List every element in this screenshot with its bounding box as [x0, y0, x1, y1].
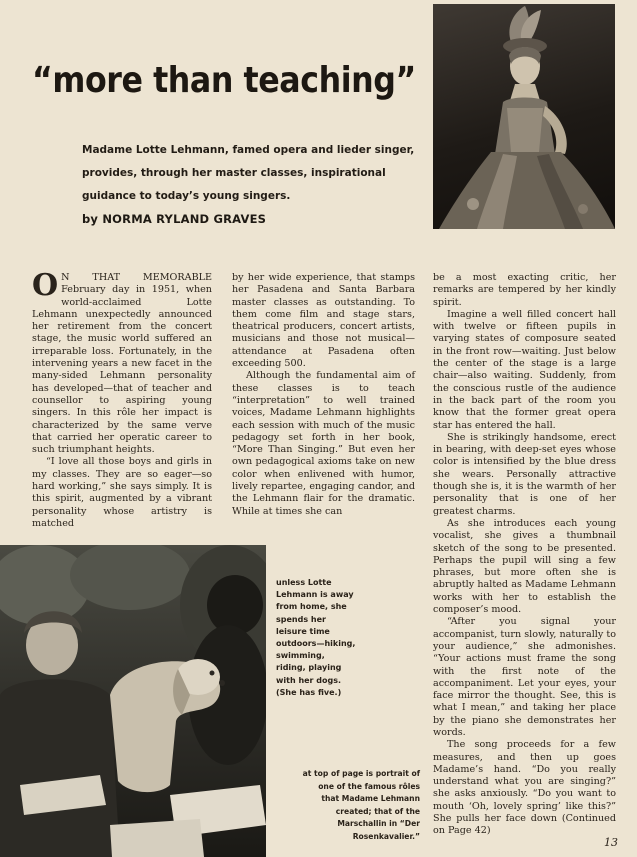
portrait-caption: at top of page is portrait of one of the famous rôles that Madame Lehmann created; that of the Marschallin in “Der Rosenkavalier.”	[302, 769, 420, 841]
body-column-1	[32, 268, 212, 530]
article-subtitle: Madame Lotte Lehmann, famed opera and lieder singer, provides, through her master classes, inspirational guidance to today’s young singers.	[82, 144, 415, 202]
paragraph: “After you signal your accompanist, turn slowly, naturally to your audience,” she admonishes. “Your actions must frame the song with the first note of the accompaniment. Let your eyes, your face mirror the thought. See, this is what I mean,” and taking her place by the piano she demonstrates her words.	[433, 616, 616, 738]
body-column-2	[232, 272, 415, 518]
paragraph: “I love all those boys and girls in my classes. They are so eager—so hard working,” she says simply. It is this spirit, augmented by a vibrant personality whose artistry is matched	[32, 456, 212, 529]
paragraph: Imagine a well filled concert hall with twelve or fifteen pupils in varying states of composure seated in the front row—waiting. Just below the center of the stage is a large chair—also waiting. Suddenly, from the conscious rustle of the audience in the back part of the room you know that the former great opera star has entered the hall.	[433, 308, 616, 431]
page-number: 13	[604, 836, 618, 849]
paragraph: be a most exacting critic, her remarks are tempered by her kindly spirit.	[433, 272, 616, 308]
paragraph: She is strikingly handsome, erect in bearing, with deep-set eyes whose color is intensified by the blue dress she wears. Personally attractive though she is, it is the warmth of her personality that is one of her greatest charms.	[433, 431, 616, 517]
paragraph: The song proceeds for a few measures, and then up goes Madame’s hand. “Do you really understand what you are singing?” she asks anxiously. “Do you want to mouth ‘Oh, lovely spring’ like this?” She pulls her face down (Continued on Page 42)	[433, 739, 616, 837]
marschallin-portrait-photo	[433, 4, 615, 229]
article-byline: by NORMA RYLAND GRAVES	[82, 212, 267, 226]
paragraph: Although the fundamental aim of these classes is to teach “interpretation” to well trained voices, Madame Lehmann highlights each session with much of the music pedagogy set forth in her book, “More Than Singing.” But even her own pedagogical axioms take on new color when enlivened with humor, lively repartee, engaging candor, and the Lehmann flair for the dramatic. While at times she can	[232, 370, 415, 517]
body-column-3	[433, 272, 616, 838]
lehmann-with-dogs-photo	[0, 545, 266, 857]
dogs-photo-caption: unless Lotte Lehmann is away from home, she spends her leisure time outdoors—hiking, swimming, riding, playing with her dogs. (She has five.)	[276, 578, 356, 697]
paragraph: As she introduces each young vocalist, she gives a thumbnail sketch of the song to be presented. Perhaps the pupil will sing a few phrases, but more often she is abruptly halted as Madame Lehmann works with her to establish the composer’s mood.	[433, 517, 616, 616]
drop-cap: O	[32, 268, 59, 303]
paragraph: N THAT MEMORABLE February day in 1951, when world-acclaimed Lotte Lehmann unexpectedly announced her retirement from the concert stage, the music world suffered an irreparable loss. Fortunately, in the intervening years a new facet in the many-sided Lehmann personality has developed—that of teacher and counsellor to aspiring young singers. In this rôle her impact is characterized by the same verve that carried her operatic career to such triumphant heights.	[32, 272, 212, 456]
article-title: “more than teaching”	[32, 60, 416, 101]
paragraph: by her wide experience, that stamps her Pasadena and Santa Barbara master classes as outstanding. To them come film and stage stars, theatrical producers, concert artists, musicians and those not musical—attendance at Pasadena often exceeding 500.	[232, 272, 415, 370]
